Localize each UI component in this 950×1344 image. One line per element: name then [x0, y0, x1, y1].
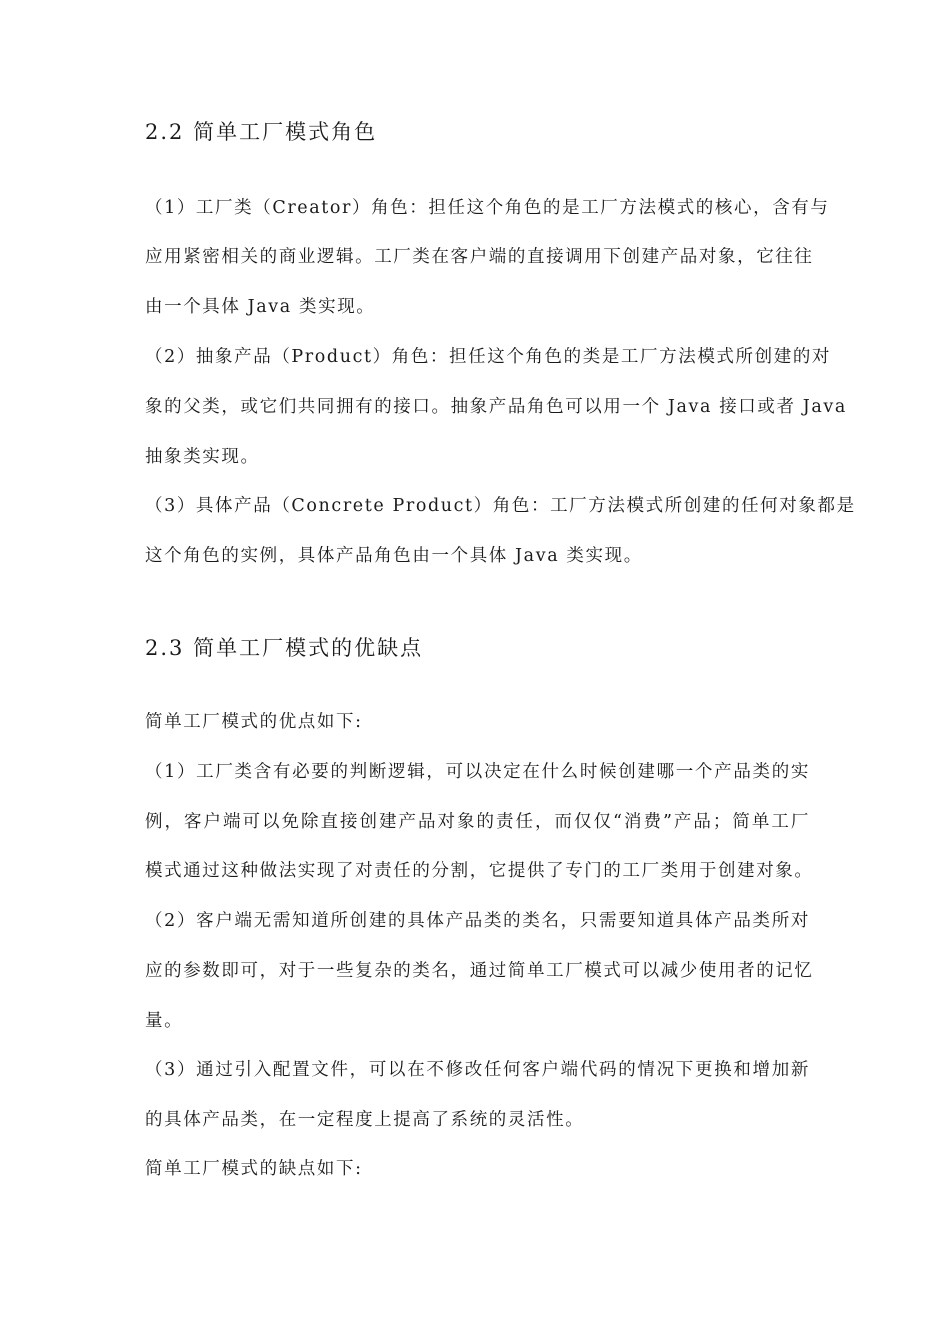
paragraph-line: （2）客户端无需知道所创建的具体产品类的类名，只需要知道具体产品类所对 — [145, 911, 810, 931]
paragraph-line: （3）通过引入配置文件，可以在不修改任何客户端代码的情况下更换和增加新 — [145, 1060, 810, 1080]
paragraph-line: 象的父类，或它们共同拥有的接口。抽象产品角色可以用一个 Java 接口或者 Java — [145, 397, 847, 417]
paragraph-line: （3）具体产品（Concrete Product）角色：工厂方法模式所创建的任何对象都是 — [145, 496, 856, 516]
paragraph-line: 应用紧密相关的商业逻辑。工厂类在客户端的直接调用下创建产品对象，它往往 — [145, 247, 814, 267]
paragraph-line: （1）工厂类（Creator）角色：担任这个角色的是工厂方法模式的核心，含有与 — [145, 198, 830, 218]
paragraph-line: （2）抽象产品（Product）角色：担任这个角色的类是工厂方法模式所创建的对 — [145, 347, 832, 367]
disadvantages-intro: 简单工厂模式的缺点如下: — [145, 1159, 363, 1179]
paragraph-line: 抽象类实现。 — [145, 447, 260, 467]
paragraph-line: 模式通过这种做法实现了对责任的分割，它提供了专门的工厂类用于创建对象。 — [145, 861, 814, 881]
paragraph-line: 量。 — [145, 1011, 184, 1031]
paragraph-line: 应的参数即可，对于一些复杂的类名，通过简单工厂模式可以减少使用者的记忆 — [145, 961, 814, 981]
section-heading-2-3: 2.3 简单工厂模式的优缺点 — [145, 636, 424, 660]
paragraph-line: 例，客户端可以免除直接创建产品对象的责任，而仅仅“消费”产品；简单工厂 — [145, 812, 810, 832]
section-heading-2-2: 2.2 简单工厂模式角色 — [145, 120, 378, 144]
paragraph-line: 这个角色的实例，具体产品角色由一个具体 Java 类实现。 — [145, 546, 643, 566]
paragraph-line: 由一个具体 Java 类实现。 — [145, 297, 376, 317]
paragraph-line: 的具体产品类，在一定程度上提高了系统的灵活性。 — [145, 1110, 585, 1130]
paragraph-line: （1）工厂类含有必要的判断逻辑，可以决定在什么时候创建哪一个产品类的实 — [145, 762, 810, 782]
advantages-intro: 简单工厂模式的优点如下: — [145, 712, 363, 732]
